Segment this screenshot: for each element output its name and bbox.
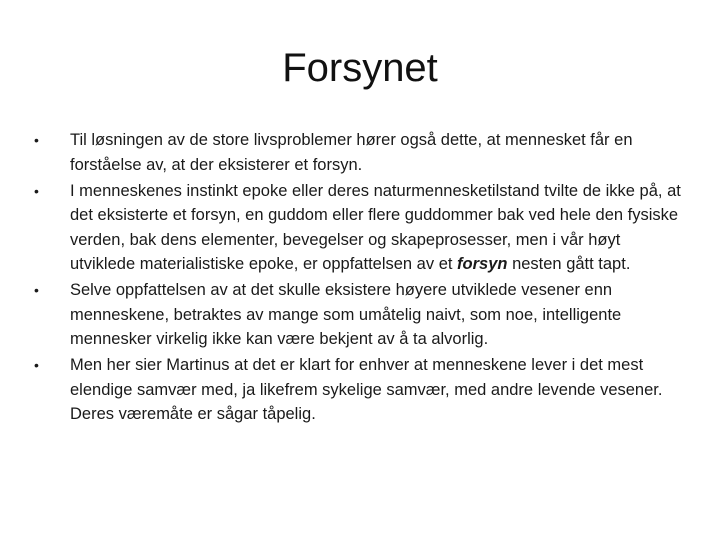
slide-title: Forsynet (282, 46, 438, 90)
bullet-list (34, 128, 684, 428)
bullet-item (34, 179, 684, 277)
bullet-text: Men her sier Martinus at det er klart for enhver at menneskene lever i det mest elendige samvær med, ja likefrem sykelige samvær, med andre levende vesener. Deres væremåte er sågar tåpelig. (70, 356, 663, 423)
bullet-item (34, 128, 684, 177)
bullet-text: Til løsningen av de store livsproblemer hører også dette, at mennesket får en forståelse av, at der eksisterer et forsyn. (70, 131, 633, 174)
bullet-marker: • (34, 282, 39, 298)
bullet-marker: • (34, 182, 39, 199)
bullet-text: Selve oppfattelsen av at det skulle eksistere høyere utviklede vesener enn menneskene, betraktes av mange som umåtelig naivt, som noe, intelligente mennesker virkelig ikke kan være bekjent av å ta alvorlig. (70, 281, 622, 348)
bullet-item (34, 278, 684, 352)
bullet-marker: • (34, 132, 39, 148)
emphasized-word: forsyn (457, 255, 508, 273)
bullet-marker: • (34, 357, 39, 373)
bullet-item (34, 353, 684, 427)
bullet-text-part: I menneskenes instinkt epoke eller deres naturmennesketilstand tvilte de ikke på, at det eksisterte et forsyn, en guddom eller flere guddommer bak ved hele den fysiske verden, bak dens elementer, bevegelser og skapeprosesser, men i vår høyt utviklede materialistiske epoke, er oppfattelsen av et (70, 181, 681, 273)
bullet-text-part: nesten gått tapt. (507, 255, 631, 273)
